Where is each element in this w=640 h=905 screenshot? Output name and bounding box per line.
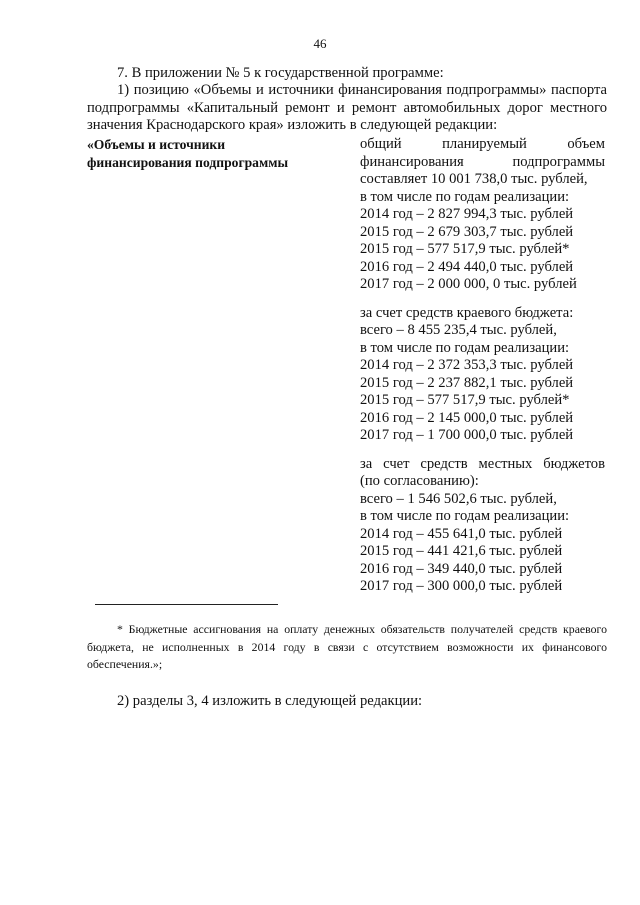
item-2-paragraph: 2) разделы 3, 4 изложить в следующей редакции:: [117, 693, 423, 709]
page-number: 46: [313, 36, 327, 51]
regional-year-line: 2014 год – 2 372 353,3 тыс. рублей: [360, 357, 574, 373]
left-label-line-2: финансирования подпрограммы: [87, 154, 289, 170]
local-line-3: всего – 1 546 502,6 тыс. рублей,: [360, 490, 557, 507]
total-year-line: 2014 год – 2 827 994,3 тыс. рублей: [360, 206, 574, 222]
local-year-line: 2017 год – 300 000,0 тыс. рублей: [360, 578, 563, 594]
table-right-column: [360, 136, 605, 607]
local-line-4: в том числе по годам реализации:: [360, 508, 570, 524]
regional-budget-block: [360, 305, 605, 445]
local-year-line: 2016 год – 349 440,0 тыс. рублей: [360, 560, 563, 577]
regional-year-line: 2017 год – 1 700 000,0 тыс. рублей: [360, 427, 574, 443]
local-line-2: (по согласованию):: [360, 473, 479, 489]
item-7-heading: 7. В приложении № 5 к государственной программе:: [117, 65, 444, 81]
regional-year-line: 2015 год – 577 517,9 тыс. рублей*: [360, 392, 570, 408]
regional-year-line: 2016 год – 2 145 000,0 тыс. рублей: [360, 409, 574, 426]
table-left-label: [87, 136, 327, 171]
item-1-paragraph: 1) позицию «Объемы и источники финансирования подпрограммы» паспорта подпрограммы «Капитальный ремонт и ремонт автомобильных дорог местного значения Краснодарского края» изложить в следующей редакции:: [87, 82, 607, 133]
total-year-line: 2016 год – 2 494 440,0 тыс. рублей: [360, 258, 574, 275]
total-line-2: финансирования подпрограммы: [360, 153, 605, 170]
total-line-4: в том числе по годам реализации:: [360, 188, 570, 205]
local-year-line: 2015 год – 441 421,6 тыс. рублей: [360, 543, 563, 559]
left-label-line-1: «Объемы и источники: [87, 137, 226, 152]
total-funding-block: [360, 136, 605, 294]
regional-line-1: за счет средств краевого бюджета:: [360, 304, 574, 321]
footnote-divider: [95, 604, 278, 605]
regional-line-2: всего – 8 455 235,4 тыс. рублей,: [360, 322, 557, 338]
total-year-line: 2015 год – 2 679 303,7 тыс. рублей: [360, 223, 574, 240]
regional-line-3: в том числе по годам реализации:: [360, 339, 570, 356]
total-year-line: 2015 год – 577 517,9 тыс. рублей*: [360, 241, 570, 257]
total-line-3: составляет 10 001 738,0 тыс. рублей,: [360, 171, 588, 187]
local-line-1: за счет средств местных бюджетов: [360, 455, 605, 472]
footnote: * Бюджетные ассигнования на оплату денежных обязательств получателей средств краевого бюджета, не исполненных в 2014 году в связи с отсутствием возможности их финансового обеспечения.»;: [87, 622, 607, 671]
local-budget-block: [360, 456, 605, 596]
regional-year-line: 2015 год – 2 237 882,1 тыс. рублей: [360, 374, 574, 391]
total-year-line: 2017 год – 2 000 000, 0 тыс. рублей: [360, 276, 577, 292]
local-year-line: 2014 год – 455 641,0 тыс. рублей: [360, 525, 563, 542]
total-line-1: общий планируемый объем: [360, 136, 605, 152]
